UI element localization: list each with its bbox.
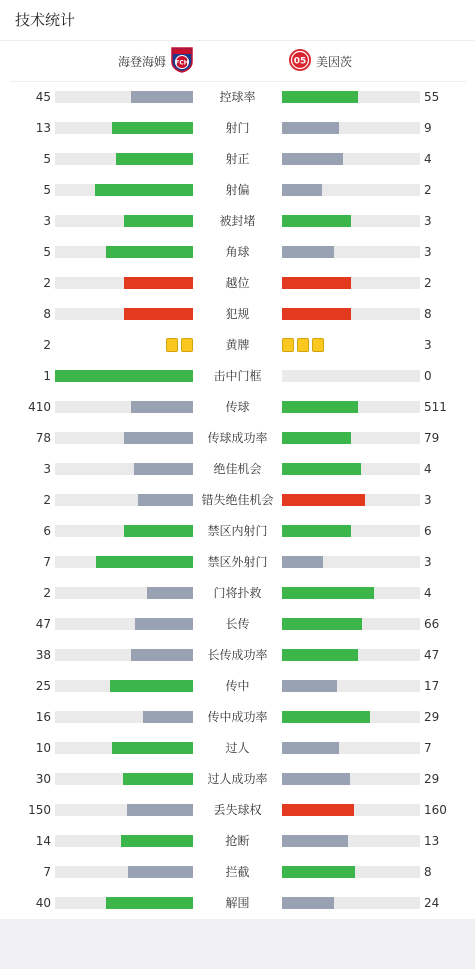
home-bar-track (55, 91, 193, 103)
home-bar-track (55, 556, 193, 568)
away-bar (282, 835, 348, 847)
stat-label: 过人 (225, 741, 250, 755)
home-bar-track (55, 122, 193, 134)
stat-row (0, 298, 475, 329)
away-value: 0 (424, 369, 432, 383)
away-bar (282, 463, 361, 475)
stat-row (0, 174, 475, 205)
away-bar (282, 122, 339, 134)
home-bar (138, 494, 193, 506)
away-bar-track (282, 432, 420, 444)
away-value: 3 (424, 245, 432, 259)
away-bar-track (282, 463, 420, 475)
stat-label: 绝佳机会 (213, 462, 262, 476)
away-bar (282, 587, 374, 599)
home-bar-track (55, 153, 193, 165)
home-bar-track (55, 587, 193, 599)
home-value: 40 (35, 896, 51, 910)
away-value: 17 (424, 679, 440, 693)
mainz-logo-icon (288, 48, 312, 76)
home-value: 7 (43, 865, 51, 879)
away-value: 4 (424, 462, 432, 476)
home-bar-track (55, 866, 193, 878)
away-bar-track (282, 556, 420, 568)
home-bar (112, 122, 193, 134)
away-bar-track (282, 649, 420, 661)
stat-row (0, 701, 475, 732)
stat-label: 犯规 (225, 307, 250, 321)
stat-row (0, 732, 475, 763)
home-bar-track (55, 308, 193, 320)
away-bar (282, 153, 343, 165)
stat-row (0, 422, 475, 453)
stat-row (0, 546, 475, 577)
stat-row (0, 143, 475, 174)
home-bar (96, 556, 193, 568)
home-bar-track (55, 649, 193, 661)
stat-row (0, 515, 475, 546)
home-bar (135, 618, 193, 630)
stat-row (0, 360, 475, 391)
away-bar-track (282, 835, 420, 847)
away-bar (282, 277, 351, 289)
away-value: 160 (424, 803, 447, 817)
away-bar-track (282, 742, 420, 754)
home-bar-track (55, 835, 193, 847)
away-value: 79 (424, 431, 440, 445)
home-bar (131, 649, 193, 661)
home-bar (124, 308, 193, 320)
home-value: 25 (35, 679, 51, 693)
away-bar (282, 556, 323, 568)
stat-row (0, 484, 475, 515)
stat-row (0, 825, 475, 856)
stat-row (0, 205, 475, 236)
stat-label: 长传 (225, 617, 250, 631)
stat-label: 射门 (225, 121, 250, 135)
away-value: 511 (424, 400, 447, 414)
stat-row (0, 608, 475, 639)
home-bar (143, 711, 193, 723)
home-yellow-cards (166, 338, 193, 352)
stat-label: 解围 (225, 896, 250, 910)
away-bar-track (282, 680, 420, 692)
home-bar-track (55, 680, 193, 692)
yellow-card-icon (297, 338, 309, 352)
away-bar-track (282, 618, 420, 630)
home-bar (124, 215, 193, 227)
stat-row (0, 794, 475, 825)
away-bar (282, 246, 334, 258)
away-bar-track (282, 246, 420, 258)
home-bar-track (55, 277, 193, 289)
away-bar-track (282, 897, 420, 909)
away-value: 2 (424, 276, 432, 290)
home-value: 410 (28, 400, 51, 414)
home-value: 8 (43, 307, 51, 321)
away-bar (282, 432, 351, 444)
away-bar-track (282, 401, 420, 413)
yellow-card-icon (312, 338, 324, 352)
stat-row (0, 81, 475, 112)
home-bar (131, 91, 193, 103)
away-value: 7 (424, 741, 432, 755)
away-bar (282, 215, 351, 227)
stat-label: 拦截 (225, 865, 250, 879)
home-bar-track (55, 711, 193, 723)
stat-row (0, 670, 475, 701)
stat-row (0, 267, 475, 298)
away-bar (282, 525, 351, 537)
away-bar-track (282, 184, 420, 196)
stat-label: 射偏 (225, 183, 250, 197)
yellow-card-icon (181, 338, 193, 352)
home-value: 45 (35, 90, 51, 104)
home-bar-track (55, 401, 193, 413)
away-value: 3 (424, 555, 432, 569)
home-bar (106, 897, 193, 909)
home-bar (112, 742, 193, 754)
stat-label: 黄牌 (225, 338, 250, 352)
away-bar-track (282, 587, 420, 599)
home-bar (121, 835, 193, 847)
home-value: 5 (43, 245, 51, 259)
home-value: 2 (43, 276, 51, 290)
home-value: 1 (43, 369, 51, 383)
away-bar-track (282, 711, 420, 723)
away-bar-track (282, 122, 420, 134)
home-value: 14 (35, 834, 51, 848)
home-value: 3 (43, 462, 51, 476)
away-yellow-cards (282, 338, 324, 352)
away-value: 13 (424, 834, 440, 848)
home-value: 3 (43, 214, 51, 228)
away-bar-track (282, 277, 420, 289)
away-bar-track (282, 91, 420, 103)
away-bar-track (282, 308, 420, 320)
away-bar (282, 866, 355, 878)
away-value: 24 (424, 896, 440, 910)
stat-label: 传中 (225, 679, 250, 693)
stat-label: 控球率 (219, 90, 256, 104)
home-team-name: 海登海姆 (117, 55, 166, 69)
away-bar (282, 91, 358, 103)
stat-row (0, 856, 475, 887)
away-bar (282, 742, 339, 754)
home-bar-track (55, 184, 193, 196)
away-bar (282, 401, 358, 413)
away-value: 6 (424, 524, 432, 538)
stat-label: 传球 (225, 400, 250, 414)
home-bar-track (55, 525, 193, 537)
stat-label: 长传成功率 (207, 648, 268, 662)
home-logo-text: FCH (175, 59, 189, 67)
home-bar-track (55, 773, 193, 785)
stat-label: 传球成功率 (207, 431, 268, 445)
away-bar (282, 494, 365, 506)
away-value: 66 (424, 617, 440, 631)
away-value: 3 (424, 493, 432, 507)
away-value: 47 (424, 648, 440, 662)
home-bar (128, 866, 193, 878)
stat-row (0, 236, 475, 267)
home-value: 5 (43, 152, 51, 166)
away-value: 8 (424, 865, 432, 879)
home-value: 13 (35, 121, 51, 135)
home-value: 30 (35, 772, 51, 786)
away-bar-track (282, 866, 420, 878)
stat-label: 丢失球权 (213, 803, 262, 817)
teams-header (0, 44, 475, 80)
away-bar-track (282, 804, 420, 816)
stat-label: 错失绝佳机会 (201, 493, 274, 507)
away-bar-track (282, 525, 420, 537)
home-bar (134, 463, 193, 475)
home-bar (131, 401, 193, 413)
home-bar (147, 587, 193, 599)
home-bar (127, 804, 193, 816)
home-bar (110, 680, 193, 692)
home-bar-track (55, 370, 193, 382)
away-bar-track (282, 153, 420, 165)
home-bar (55, 370, 193, 382)
stat-label: 过人成功率 (207, 772, 268, 786)
away-value: 3 (424, 214, 432, 228)
heidenheim-logo-icon (171, 47, 193, 77)
away-bar (282, 804, 354, 816)
home-bar (123, 773, 193, 785)
section-title: 技术统计 (15, 11, 76, 29)
stat-row (0, 391, 475, 422)
page-footer (0, 919, 475, 969)
home-value: 78 (35, 431, 51, 445)
yellow-card-icon (282, 338, 294, 352)
away-bar (282, 897, 334, 909)
home-value: 2 (43, 586, 51, 600)
away-team-name: 美因茨 (316, 55, 353, 69)
home-value: 47 (35, 617, 51, 631)
home-bar (106, 246, 193, 258)
home-bar-track (55, 618, 193, 630)
stat-row (0, 577, 475, 608)
home-value: 38 (35, 648, 51, 662)
home-bar-track (55, 246, 193, 258)
home-bar-track (55, 897, 193, 909)
home-team[interactable] (118, 49, 193, 75)
stat-row (0, 112, 475, 143)
away-value: 55 (424, 90, 440, 104)
away-bar (282, 711, 370, 723)
home-value: 7 (43, 555, 51, 569)
home-bar (124, 432, 193, 444)
stat-row (0, 763, 475, 794)
away-bar (282, 649, 358, 661)
away-value: 29 (424, 772, 440, 786)
home-bar-track (55, 742, 193, 754)
stat-label: 传中成功率 (207, 710, 268, 724)
away-bar (282, 773, 350, 785)
home-value: 150 (28, 803, 51, 817)
away-logo-text: 05 (293, 56, 307, 67)
home-bar-track (55, 432, 193, 444)
stat-label: 角球 (225, 245, 250, 259)
home-value: 16 (35, 710, 51, 724)
home-bar-track (55, 215, 193, 227)
stats-list (0, 81, 475, 918)
away-bar-track (282, 215, 420, 227)
away-team[interactable] (288, 49, 352, 75)
home-bar (124, 525, 193, 537)
stat-row (0, 453, 475, 484)
home-value: 5 (43, 183, 51, 197)
away-bar (282, 308, 351, 320)
home-bar-track (55, 463, 193, 475)
stat-row (0, 639, 475, 670)
stat-label: 禁区内射门 (207, 524, 268, 538)
away-value: 29 (424, 710, 440, 724)
stat-label: 门将扑救 (213, 586, 262, 600)
stat-label: 被封堵 (219, 214, 256, 228)
away-value: 8 (424, 307, 432, 321)
away-value: 9 (424, 121, 432, 135)
stat-label: 射正 (225, 152, 250, 166)
home-bar (124, 277, 193, 289)
stat-row (0, 887, 475, 918)
away-bar (282, 618, 362, 630)
away-bar-track (282, 494, 420, 506)
away-value: 3 (424, 338, 432, 352)
home-value: 2 (43, 338, 51, 352)
yellow-card-icon (166, 338, 178, 352)
home-bar-track (55, 804, 193, 816)
stat-label: 禁区外射门 (207, 555, 268, 569)
home-bar (95, 184, 193, 196)
stat-label: 越位 (225, 276, 250, 290)
home-value: 6 (43, 524, 51, 538)
home-value: 10 (35, 741, 51, 755)
away-value: 2 (424, 183, 432, 197)
title-divider (0, 40, 475, 41)
home-bar (116, 153, 193, 165)
away-bar (282, 680, 337, 692)
away-bar-track (282, 370, 420, 382)
stat-row (0, 329, 475, 360)
away-value: 4 (424, 586, 432, 600)
away-value: 4 (424, 152, 432, 166)
stat-label: 击中门框 (213, 369, 262, 383)
home-value: 2 (43, 493, 51, 507)
away-bar (282, 184, 322, 196)
stat-label: 抢断 (225, 834, 250, 848)
home-bar-track (55, 494, 193, 506)
away-bar-track (282, 773, 420, 785)
